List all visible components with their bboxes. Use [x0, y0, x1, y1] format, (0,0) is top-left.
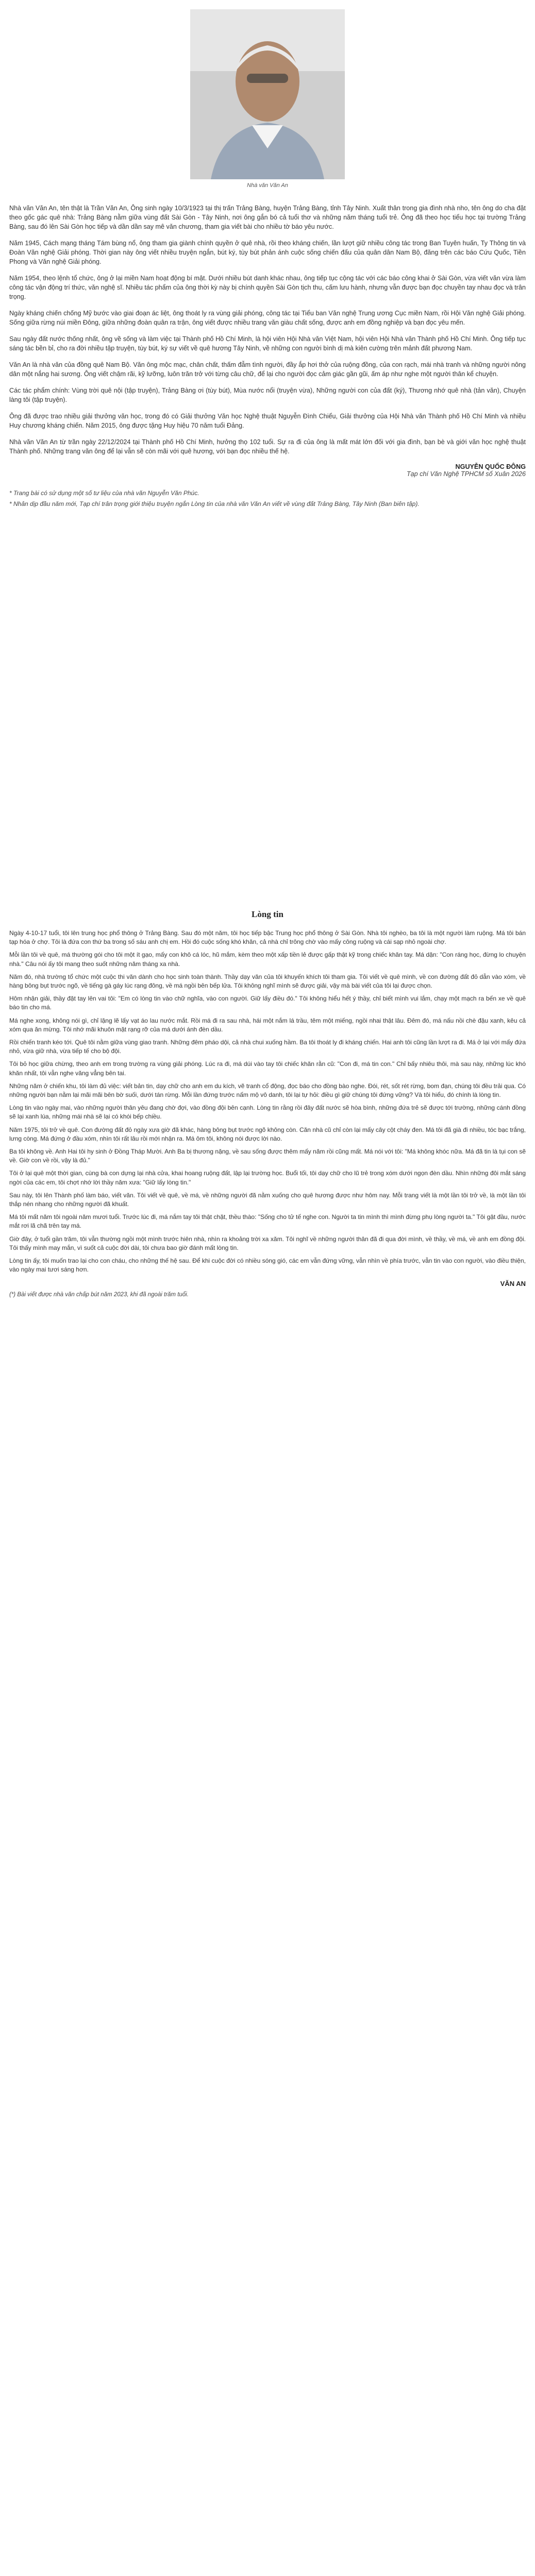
story-paragraph: Má nghe xong, không nói gì, chỉ lặng lẽ lấy vạt áo lau nước mắt. Rồi má đi ra sau nhà, hái một nắm lá trầu, têm một miếng, ngồi nhai thật lâu. Đêm đó, má nấu nồi chè đậu xanh, kêu cả xóm qua ăn mừng. Tôi nhớ mãi khuôn mặt rạng rỡ của má dưới ánh đèn dầu.	[9, 1016, 526, 1033]
bio-paragraph: Ngày kháng chiến chống Mỹ bước vào giai đoạn ác liệt, ông thoát ly ra vùng giải phóng, công tác tại Tiểu ban Văn nghệ Trung ương Cục miền Nam, rồi Hội Văn nghệ Giải phóng. Sống giữa rừng núi miền Đông, giữa những đoàn quân ra trận, ông viết được nhiều trang văn giàu chất sống, được anh em đồng nghiệp và bạn đọc yêu mến.	[9, 310, 526, 326]
story-title: Lòng tin	[252, 909, 283, 919]
story-paragraph: Năm đó, nhà trường tổ chức một cuộc thi văn dành cho học sinh toàn thành. Thầy dạy văn của tôi khuyến khích tôi tham gia. Tôi viết về quê mình, về con đường đất đỏ dẫn vào xóm, về hàng bông bụt trước ngõ, về tiếng gà gáy lúc rạng đông, về má ngồi bên bếp lửa. Tôi không nghĩ mình sẽ được giải, vậy mà bài viết của tôi lại được chọn.	[9, 973, 526, 990]
author-biography-article	[9, 204, 526, 511]
bio-paragraph: Năm 1945, Cách mạng tháng Tám bùng nổ, ông tham gia giành chính quyền ở quê nhà, rồi theo kháng chiến, lần lượt giữ nhiều công tác trong Ban Tuyên huấn, Ty Thông tin và Đoàn Văn nghệ Giải phóng. Thời gian này ông viết nhiều truyện ngắn, bút ký, tùy bút phản ánh cuộc sống chiến đấu của quân dân Nam Bộ, đăng trên các báo Cứu Quốc, Tiền Phong và Văn nghệ Giải phóng.	[9, 240, 526, 265]
story-paragraph: Ba tôi không về. Anh Hai tôi hy sinh ở Đồng Tháp Mười. Anh Ba bị thương nặng, về sau sống được thêm mấy năm rồi cũng mất. Má nói với tôi: "Má không khóc nữa. Má đã tin là tụi con sẽ về. Giờ con về rồi, vậy là đủ."	[9, 1148, 526, 1164]
article-source: Tạp chí Văn Nghệ TPHCM số Xuân 2026	[406, 470, 526, 478]
story-paragraph: Ngày 4-10-17 tuổi, tôi lên trung học phổ thông ở Trảng Bàng. Sau đó một năm, tôi học tiếp bậc Trung học phổ thông ở Sài Gòn. Nhà tôi nghèo, ba tôi là một người làm ruộng. Má tôi bán tạp hóa ở chợ. Tôi là đứa con thứ ba trong số sáu anh chị em. Hồi đó cuộc sống khó khăn, cả nhà chỉ trông chờ vào mấy công ruộng và cái sạp nhỏ ngoài chợ.	[9, 929, 526, 946]
bio-paragraph: Ông đã được trao nhiều giải thưởng văn học, trong đó có Giải thưởng Văn học Nghệ thuật Nguyễn Đình Chiểu, Giải thưởng của Hội Nhà văn Thành phố Hồ Chí Minh và nhiều Huy chương kháng chiến. Năm 2015, ông được tặng Huy hiệu 70 năm tuổi Đảng.	[9, 413, 526, 429]
story-paragraph: Má tôi mất năm tôi ngoài năm mươi tuổi. Trước lúc đi, má nắm tay tôi thật chặt, thều thào: "Sống cho tử tế nghe con. Người ta tin mình thì mình đừng phụ lòng người ta." Tôi gật đầu, nước mắt rơi lã chã trên tay má.	[9, 1213, 526, 1230]
article-signature	[9, 463, 526, 478]
bio-paragraph: Năm 1954, theo lệnh tổ chức, ông ở lại miền Nam hoạt động bí mật. Dưới nhiều bút danh khác nhau, ông tiếp tục cộng tác với các báo công khai ở Sài Gòn, vừa viết văn vừa làm công tác vận động trí thức, văn nghệ sĩ. Nhiều tác phẩm của ông thời kỳ này bị chính quyền Sài Gòn tịch thu, cấm lưu hành, nhưng vẫn được bạn đọc chuyền tay nhau đọc và trân trọng.	[9, 275, 526, 300]
bio-paragraph: Sau ngày đất nước thống nhất, ông về sống và làm việc tại Thành phố Hồ Chí Minh, là hội viên Hội Nhà văn Việt Nam, hội viên Hội Nhà văn Thành phố Hồ Chí Minh. Ông tiếp tục sáng tác bền bỉ, cho ra đời nhiều tập truyện, tùy bút, ký sự viết về quê hương Tây Ninh, về những con người bình dị mà kiên cường trên mảnh đất phương Nam.	[9, 335, 526, 352]
story-paragraph: Giờ đây, ở tuổi gần trăm, tôi vẫn thường ngồi một mình trước hiên nhà, nhìn ra khoảng trời xa xăm. Tôi nghĩ về những người thân đã đi qua đời mình, về thầy, về má, về anh em đồng đội. Tôi thấy mình may mắn, vì suốt cả cuộc đời dài, tôi chưa bao giờ đánh mất lòng tin.	[9, 1235, 526, 1251]
story-byline: VĂN AN	[500, 1279, 526, 1287]
story-paragraph: Tôi ở lại quê một thời gian, cùng bà con dựng lại nhà cửa, khai hoang ruộng đất, lập lại trường học. Buổi tối, tôi dạy chữ cho lũ trẻ trong xóm dưới ngọn đèn dầu. Nhìn những đôi mắt sáng ngời của các em, tôi chợt nhớ lời thầy năm xưa: "Giữ lấy lòng tin."	[9, 1170, 526, 1186]
story-paragraph: Lòng tin vào ngày mai, vào những người thân yêu đang chờ đợi, vào đồng đội bên cạnh. Lòng tin rằng rồi đây đất nước sẽ hòa bình, những đứa trẻ sẽ được tới trường, những cánh đồng sẽ lại xanh lúa, những mái nhà sẽ lại có khói bếp chiều.	[9, 1104, 526, 1121]
story-paragraph: Năm 1975, tôi trở về quê. Con đường đất đỏ ngày xưa giờ đã khác, hàng bông bụt trước ngõ không còn. Căn nhà cũ chỉ còn lại mấy cây cột cháy đen. Má tôi đã già đi nhiều, tóc bạc trắng, lưng còng. Má đứng ở đầu xóm, nhìn tôi rất lâu rồi mới nhận ra. Má ôm tôi, không nói được lời nào.	[9, 1126, 526, 1142]
bio-paragraph: Nhà văn Văn An từ trần ngày 22/12/2024 tại Thành phố Hồ Chí Minh, hưởng thọ 102 tuổi. Sự ra đi của ông là mất mát lớn đối với gia đình, bạn bè và giới văn học nghệ thuật Thành phố. Những trang văn ông để lại vẫn sẽ còn mãi với quê hương, với bạn đọc nhiều thế hệ.	[9, 438, 526, 455]
story-body	[9, 929, 526, 1275]
story-paragraph: Lòng tin ấy, tôi muốn trao lại cho con cháu, cho những thế hệ sau. Để khi cuộc đời có nhiều sóng gió, các em vẫn đứng vững, vẫn nhìn về phía trước, vẫn tin vào con người, vào điều thiện, vào ngày mai tươi sáng hơn.	[9, 1257, 526, 1274]
bio-paragraph: Các tác phẩm chính: Vùng trời quê nội (tập truyện), Trảng Bàng ơi (tùy bút), Mùa nước nổi (truyện vừa), Những người con của đất (ký), Thương nhớ quê nhà (tản văn), Chuyện làng tôi (tập truyện).	[9, 387, 526, 403]
story-footnote: (*) Bài viết được nhà văn chấp bút năm 2023, khi đã ngoài trăm tuổi.	[9, 1291, 189, 1298]
bio-paragraph: Nhà văn Văn An, tên thật là Trần Văn An, Ông sinh ngày 10/3/1923 tại thị trấn Trảng Bàng, huyện Trảng Bàng, tỉnh Tây Ninh. Xuất thân trong gia đình nhà nho, tên ông do cha đặt theo gốc gác quê nhà: Trảng Bàng nằm giữa vùng đất Sài Gòn - Tây Ninh, nơi ông gắn bó cả tuổi thơ và những năm tháng tuổi trẻ. Ông đã theo học tiểu học tại trường Trảng Bàng, sau đó lên Sài Gòn học tiếp và dần dần say mê văn chương, tham gia viết bài cho nhiều tờ báo yêu nước.	[9, 205, 526, 230]
editor-note: * Trang bài có sử dụng một số tư liệu của nhà văn Nguyễn Văn Phúc.	[9, 489, 199, 497]
editor-note: * Nhân dịp đầu năm mới, Tạp chí trân trọng giới thiệu truyện ngắn Lòng tin của nhà văn Văn An viết về vùng đất Trảng Bàng, Tây Ninh (Ban biên tập).	[9, 500, 420, 507]
photo-caption: Nhà văn Văn An	[247, 182, 288, 189]
story-paragraph: Rồi chiến tranh kéo tới. Quê tôi nằm giữa vùng giao tranh. Những đêm pháo dội, cả nhà chui xuống hầm. Ba tôi thoát ly đi kháng chiến. Hai anh tôi cũng lần lượt ra đi. Má ở lại với mấy đứa nhỏ, vừa giữ nhà, vừa tiếp tế cho bộ đội.	[9, 1039, 526, 1055]
short-story-article	[9, 909, 526, 1298]
story-paragraph: Những năm ở chiến khu, tôi làm đủ việc: viết bản tin, dạy chữ cho anh em du kích, vẽ tranh cổ động, đọc báo cho đồng bào nghe. Đói, rét, sốt rét rừng, bom đạn, chúng tôi đều trải qua. Có những người bạn nằm lại mãi mãi bên bờ suối, dưới tán rừng. Mỗi lần đứng trước nấm mộ vô danh, tôi lại tự hỏi: điều gì giữ chúng tôi đứng vững? Và tôi hiểu, đó chính là lòng tin.	[9, 1082, 526, 1099]
story-paragraph: Tôi bỏ học giữa chừng, theo anh em trong trường ra vùng giải phóng. Lúc ra đi, má dúi vào tay tôi chiếc khăn rằn cũ: "Con đi, má tin con." Chỉ bấy nhiêu thôi, mà sau này, những lúc khó khăn nhất, tôi vẫn nghe văng vẳng bên tai.	[9, 1060, 526, 1077]
article-author: NGUYỄN QUỐC ĐÔNG	[455, 463, 526, 470]
portrait-block	[190, 9, 345, 189]
bio-paragraph: Văn An là nhà văn của đồng quê Nam Bộ. Văn ông mộc mạc, chân chất, thấm đẫm tình người, đầy ắp hơi thở của ruộng đồng, của con rạch, mái nhà tranh và những người nông dân một nắng hai sương. Ông viết chậm rãi, kỹ lưỡng, luôn trăn trở với từng câu chữ, để lại cho người đọc cảm giác gần gũi, ấm áp như nghe một người thân kể chuyện.	[9, 361, 526, 378]
author-portrait-photo	[190, 9, 345, 179]
story-paragraph: Sau này, tôi lên Thành phố làm báo, viết văn. Tôi viết về quê, về má, về những người đã nằm xuống cho quê hương được như hôm nay. Mỗi trang viết là một lần tôi trở về, là một lần tôi thắp nén nhang cho những người đã khuất.	[9, 1191, 526, 1208]
story-paragraph: Mỗi lần tôi về quê, má thường gói cho tôi một ít gạo, mấy con khô cá lóc, hũ mắm, kèm theo một xấp tiền lẻ được gấp thật kỹ trong chiếc khăn tay. Má dặn: "Con ráng học, đừng lo chuyện nhà." Câu nói ấy tôi mang theo suốt những năm tháng xa nhà.	[9, 951, 526, 968]
editor-notes	[9, 489, 526, 509]
story-paragraph: Hôm nhận giải, thầy đặt tay lên vai tôi: "Em có lòng tin vào chữ nghĩa, vào con người. Giữ lấy điều đó." Tôi không hiểu hết ý thầy, chỉ biết mình vui lắm, chạy một mạch ra bến xe về quê báo tin cho má.	[9, 995, 526, 1011]
